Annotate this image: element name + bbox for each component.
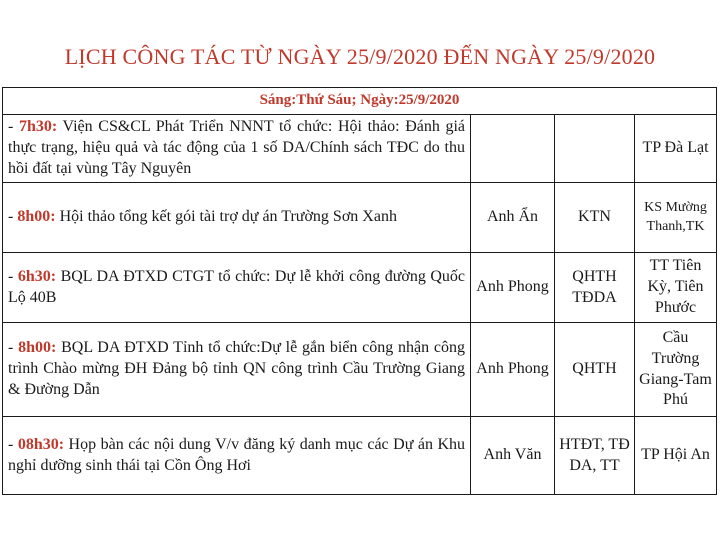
session-header: Sáng:Thứ Sáu; Ngày:25/9/2020	[3, 88, 717, 115]
event-description: - 8h00: Hội thảo tổng kết gói tài trợ dự án Trường Sơn Xanh	[3, 183, 471, 253]
event-description: - 6h30: BQL DA ĐTXD CTGT tổ chức: Dự lễ khởi công đường Quốc Lộ 40B	[3, 253, 471, 323]
event-person: Anh Ẩn	[471, 183, 555, 253]
event-department: QHTH	[555, 323, 635, 417]
table-row	[3, 417, 717, 495]
event-time: 8h00:	[17, 208, 56, 226]
event-time: 8h00:	[18, 339, 57, 357]
event-time: 08h30:	[17, 435, 65, 453]
event-location: KS Mường Thanh,TK	[635, 183, 717, 253]
event-department: QHTH TĐDA	[555, 253, 635, 323]
schedule-table	[2, 87, 717, 495]
event-department: KTN	[555, 183, 635, 253]
event-description: - 8h00: BQL DA ĐTXD Tỉnh tổ chức:Dự lễ gắn biển công nhận công trình Chào mừng ĐH Đảng bộ tỉnh QN công trình Cầu Trường Giang & Đường Dẫn	[3, 323, 471, 417]
event-location: Cầu Trường Giang-Tam Phú	[635, 323, 717, 417]
session-header-row	[3, 88, 717, 115]
event-person	[471, 115, 555, 183]
event-location: TP Đà Lạt	[635, 115, 717, 183]
event-person: Anh Văn	[471, 417, 555, 495]
table-row	[3, 253, 717, 323]
event-person: Anh Phong	[471, 253, 555, 323]
event-department: HTĐT, TĐ DA, TT	[555, 417, 635, 495]
event-time: 7h30:	[18, 118, 58, 136]
page-title: LỊCH CÔNG TÁC TỪ NGÀY 25/9/2020 ĐẾN NGÀY 25/9/2020	[64, 44, 656, 69]
table-row	[3, 115, 717, 183]
event-time: 6h30:	[17, 267, 57, 285]
event-person: Anh Phong	[471, 323, 555, 417]
event-content: BQL DA ĐTXD Tỉnh tổ chức:Dự lễ gắn biển công nhận công trình Chào mừng ĐH Đảng bộ tỉnh QN công trình Cầu Trường Giang & Đường Dẫn	[8, 339, 465, 398]
event-location: TP Hội An	[635, 417, 717, 495]
event-description: - 08h30: Họp bàn các nội dung V/v đăng ký danh mục các Dự án Khu nghỉ dưỡng sinh thái tại Cồn Ông Hơi	[3, 417, 471, 495]
event-content: Họp bàn các nội dung V/v đăng ký danh mục các Dự án Khu nghỉ dưỡng sinh thái tại Cồn Ông Hơi	[8, 435, 466, 474]
event-location: TT Tiên Kỳ, Tiên Phước	[635, 253, 717, 323]
event-description: - 7h30: Viện CS&CL Phát Triển NNNT tổ chức: Hội thảo: Đánh giá thực trạng, hiệu quả và tác động của 1 số DA/Chính sách TĐC do thu hồi đất tại vùng Tây Nguyên	[3, 115, 471, 183]
table-row	[3, 183, 717, 253]
table-row	[3, 323, 717, 417]
event-content: Viện CS&CL Phát Triển NNNT tổ chức: Hội thảo: Đánh giá thực trạng, hiệu quả và tác động của 1 số DA/Chính sách TĐC do thu hồi đất tại vùng Tây Nguyên	[8, 118, 466, 177]
event-content: Hội thảo tổng kết gói tài trợ dự án Trường Sơn Xanh	[55, 208, 397, 226]
event-content: BQL DA ĐTXD CTGT tổ chức: Dự lễ khởi công đường Quốc Lộ 40B	[8, 267, 466, 306]
event-department	[555, 115, 635, 183]
